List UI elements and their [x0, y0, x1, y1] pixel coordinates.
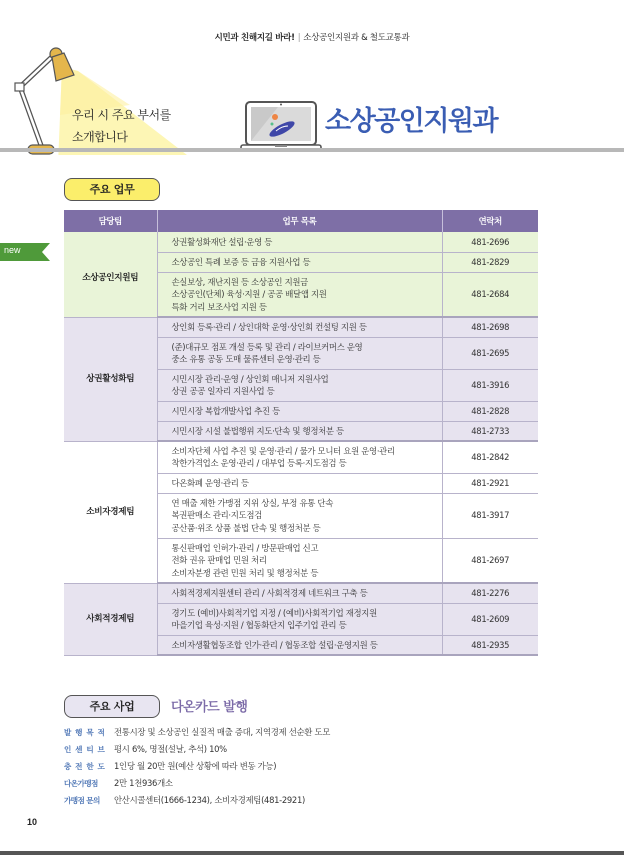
- info-label: 발 행 목 적: [64, 728, 106, 737]
- intro-text: [72, 104, 171, 148]
- team-cell: 소비자경제팀: [64, 441, 157, 583]
- phone-cell: 481-2935: [442, 635, 538, 655]
- team-cell: 사회적경제팀: [64, 583, 157, 655]
- department-title: 소상공인지원과: [325, 106, 498, 137]
- header-divider: [0, 148, 624, 152]
- column-header-tasks: 업무 목록: [157, 210, 442, 232]
- table-row: [64, 583, 538, 603]
- running-head-separator: |: [297, 33, 301, 43]
- info-value: 1인당 월 20만 원(예산 상황에 따라 변동 가능): [114, 761, 277, 771]
- task-cell: [157, 369, 442, 401]
- task-line: 경기도 (예비)사회적기업 지정 / (예비)사회적기업 재정지원: [171, 607, 377, 618]
- phone-cell: 481-2276: [442, 583, 538, 603]
- task-line: 마을기업 육성·지원 / 협동화단지 입주기업 관리 등: [171, 620, 347, 630]
- task-cell: [157, 635, 442, 655]
- main-tasks-label: 주요 업무: [64, 178, 160, 201]
- main-project-label: 주요 사업: [64, 695, 160, 718]
- info-label: 가맹점 문의: [64, 796, 100, 805]
- task-cell: [157, 272, 442, 317]
- info-row-merchants: [64, 775, 330, 792]
- task-line: 전화 권유 판매업 민원 처리: [171, 555, 267, 565]
- info-value: 평시 6%, 명절(설날, 추석) 10%: [114, 744, 227, 754]
- info-label: 다온가맹점: [64, 779, 98, 788]
- info-row-charge-limit: [64, 758, 330, 775]
- task-cell: [157, 421, 442, 441]
- info-row-purpose: [64, 724, 330, 741]
- task-line: 다온화폐 운영·관리 등: [171, 477, 249, 488]
- intro-line-2: 소개합니다: [72, 130, 128, 144]
- info-row-incentive: [64, 741, 330, 758]
- phone-cell: 481-3916: [442, 369, 538, 401]
- tasks-table: [64, 210, 538, 656]
- running-head-title: 시민과 친해지길 바라!: [214, 33, 295, 43]
- new-badge: [0, 243, 50, 261]
- footer-divider: [0, 851, 624, 855]
- task-cell: [157, 583, 442, 603]
- phone-cell: 481-2733: [442, 421, 538, 441]
- phone-cell: 481-2698: [442, 317, 538, 337]
- phone-cell: 481-2842: [442, 441, 538, 473]
- task-line: 사회적경제지원센터 관리 / 사회적경제 네트워크 구축 등: [171, 588, 368, 598]
- task-line: (준)대규모 점포 개설 등록 및 관리 / 라이브커머스 운영: [171, 341, 363, 352]
- task-cell: [157, 441, 442, 473]
- task-line: 시민시장 복합개발사업 추진 등: [171, 405, 280, 416]
- running-head: [0, 31, 624, 43]
- team-cell: 상권활성화팀: [64, 317, 157, 441]
- task-line: 시민시장 시설 불법행위 지도·단속 및 행정처분 등: [171, 425, 344, 436]
- task-line: 소상공인(단체) 육성·지원 / 공공 배달앱 지원: [171, 289, 327, 299]
- phone-cell: 481-2696: [442, 232, 538, 252]
- project-info-list: [64, 724, 330, 809]
- column-header-contact: 연락처: [442, 210, 538, 232]
- task-line: 소상공인 특례 보증 등 금융 지원사업 등: [171, 256, 311, 267]
- table-header-row: [64, 210, 538, 232]
- task-line: 특화 거리 보조사업 지원 등: [171, 301, 267, 312]
- laptop-icon: [240, 100, 324, 152]
- task-line: 통신판매업 인허가·관리 / 방문판매업 신고: [171, 542, 319, 553]
- task-line: 소비자생활협동조합 인가·관리 / 협동조합 설립·운영지원 등: [171, 639, 378, 650]
- task-line: 상권 공공 일자리 지원사업 등: [171, 386, 275, 396]
- info-row-inquiry: [64, 792, 330, 809]
- phone-cell: 481-2684: [442, 272, 538, 317]
- main-project-title: 다온카드 발행: [171, 700, 248, 715]
- phone-cell: 481-2609: [442, 603, 538, 635]
- task-line: 연 매출 제한 가맹점 지위 상실, 부정 유통 단속: [171, 497, 333, 508]
- task-line: 복권판매소 관리·지도점검: [171, 510, 262, 521]
- task-cell: [157, 317, 442, 337]
- task-line: 소비자분쟁 관련 민원 처리 및 행정처분 등: [171, 567, 319, 578]
- running-head-subtitle: 소상공인지원과 & 철도교통과: [303, 33, 410, 43]
- phone-cell: 481-2829: [442, 252, 538, 272]
- task-cell: [157, 401, 442, 421]
- new-badge-label: new: [4, 245, 21, 255]
- intro-line-1: 우리 시 주요 부서를: [72, 108, 171, 122]
- info-label: 충 전 한 도: [64, 762, 106, 771]
- task-line: 착한가격업소 운영·관리 / 대부업 등록·지도점검 등: [171, 458, 347, 469]
- task-cell: [157, 493, 442, 538]
- phone-cell: 481-2921: [442, 473, 538, 493]
- info-label: 인 센 티 브: [64, 745, 106, 754]
- team-cell: 소상공인지원팀: [64, 232, 157, 317]
- info-value: 2만 1천936개소: [114, 778, 173, 788]
- task-line: 공산품·위조 상품 불법 단속 및 행정처분 등: [171, 522, 321, 533]
- task-line: 상권활성화재단 설립·운영 등: [171, 236, 273, 247]
- task-cell: [157, 603, 442, 635]
- task-cell: [157, 252, 442, 272]
- column-header-team: 담당팀: [64, 210, 157, 232]
- phone-cell: 481-2828: [442, 401, 538, 421]
- task-cell: [157, 232, 442, 252]
- task-line: 중소 유통 공동 도매 물류센터 운영·관리 등: [171, 354, 321, 364]
- info-value: 전통시장 및 소상공인 실질적 매출 증대, 지역경제 선순환 도모: [114, 727, 331, 737]
- task-cell: [157, 337, 442, 369]
- task-line: 상인회 등록·관리 / 상인대학 운영·상인회 컨설팅 지원 등: [171, 322, 367, 332]
- table-row: [64, 317, 538, 337]
- phone-cell: 481-3917: [442, 493, 538, 538]
- task-line: 소비자단체 사업 추진 및 운영·관리 / 물가 모니터 요원 운영·관리: [171, 445, 395, 456]
- table-row: [64, 232, 538, 252]
- phone-cell: 481-2695: [442, 337, 538, 369]
- table-row: [64, 441, 538, 473]
- task-cell: [157, 538, 442, 583]
- page-number: 10: [27, 817, 38, 827]
- info-value: 안산시콜센터(1666-1234), 소비자경제팀(481-2921): [114, 795, 305, 805]
- task-line: 시민시장 관리·운영 / 상인회 매니저 지원사업: [171, 373, 329, 384]
- phone-cell: 481-2697: [442, 538, 538, 583]
- task-cell: [157, 473, 442, 493]
- task-line: 손실보상, 재난지원 등 소상공인 지원금: [171, 276, 308, 287]
